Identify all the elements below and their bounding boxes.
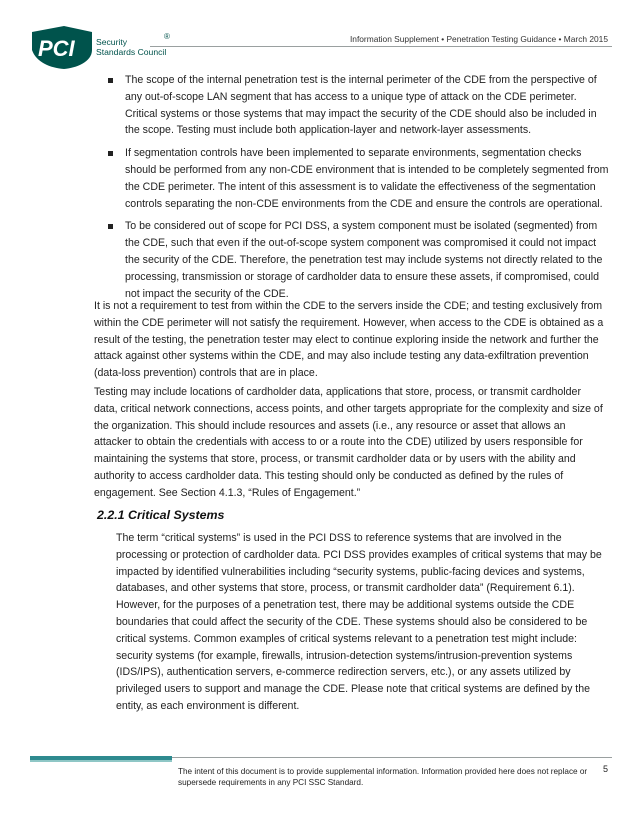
- header-divider: [150, 46, 612, 47]
- square-bullet-icon: [108, 224, 113, 229]
- paragraph-testing-locations: Testing may include locations of cardholder data, applications that store, process, or transmit cardholder data, critical network connections, access points, and other targets appropriate for the complexity and size of the organization. This should include resources and assets (i.e., any resource or asset that allows an attacker to obtain the credentials with access to or a route into the CDE) utilized by users responsible for maintaining the systems that store, process, or transmit cardholder data or by users with the ability and authority to access cardholder data. This testing should only be conducted as defined by the rules of engagement. See Section 4.1.3, “Rules of Engagement.”: [94, 386, 603, 499]
- pci-logo: [30, 24, 180, 70]
- section-heading: 2.2.1 Critical Systems: [97, 508, 225, 522]
- footer-accent-bar-light: [30, 760, 172, 762]
- paragraph-cde-testing: It is not a requirement to test from within the CDE to the servers inside the CDE; and testing exclusively from within the CDE perimeter will not satisfy the requirement. However, when access to the CDE is obtained as a result of the testing, the penetration tester may elect to continue exploring inside the network and further the attack against other systems within the CDE, and may also include testing any data-exfiltration prevention (data-loss prevention) controls that are in place.: [94, 300, 604, 380]
- pci-shield-icon: [30, 24, 96, 70]
- bullet-item: [100, 218, 610, 302]
- bullet-item: [100, 72, 610, 139]
- bullet-text: The scope of the internal penetration test is the internal perimeter of the CDE from the perspective of any out-of-scope LAN segment that has access to a unique type of attack on the CDE perimeter. Critical systems or those systems that may impact the security of the CDE should also be included in the scope. Testing must include both application-layer and network-layer assessments.: [125, 74, 597, 137]
- registered-mark: ®: [164, 32, 170, 41]
- bullet-text: To be considered out of scope for PCI DSS, a system component must be isolated (segmented) from the CDE, such that even if the out-of-scope system component was compromised it could not impact the security of the CDE. Therefore, the penetration test may include systems not directly related to the processing, transmission or storage of cardholder data to ensure these assets, if compromised, could not impact the security of the CDE.: [125, 220, 603, 300]
- scope-bullets: [100, 72, 610, 308]
- logo-wordmark: [96, 37, 166, 57]
- logo-mark-text: PCI: [38, 36, 75, 61]
- logo-line-security: Security: [96, 37, 128, 47]
- square-bullet-icon: [108, 151, 113, 156]
- logo-line-council: Standards Council: [96, 47, 167, 57]
- footer-disclaimer: The intent of this document is to provide supplemental information. Information provided here does not replace or supersede requirements in any PCI SSC Standard.: [178, 767, 588, 788]
- section-body: The term “critical systems” is used in the PCI DSS to reference systems that are involved in the processing or protection of cardholder data. PCI DSS provides examples of critical systems that may be impacted by identified vulnerabilities including “security systems, public-facing devices and systems, databases, and other systems that store, process, or transmit cardholder data” (Requirement 6.1). However, for the purposes of a penetration test, there may be additional systems outside the CDE boundaries that could affect the security of the CDE. These systems should also be considered to be critical systems. Common examples of critical systems relevant to a penetration test might include: security systems (for example, firewalls, intrusion-detection systems/intrusion-prevention systems (IDS/IPS), authentication servers, e-commerce redirection servers, etc.), or any assets utilized by privileged users to support and manage the CDE. Please note that critical systems are defined by the entity, as each environment is different.: [116, 532, 602, 712]
- document-header: Information Supplement • Penetration Testing Guidance • March 2015: [349, 34, 608, 44]
- footer-divider: [172, 757, 612, 758]
- bullet-text: If segmentation controls have been implemented to separate environments, segmentation checks should be performed from any non-CDE environment that is intended to be completely segmented from the CDE perimeter. The intent of this assessment is to validate the effectiveness of the segmentation controls separating the non-CDE environments from the CDE and ensure the controls are operational.: [125, 147, 609, 210]
- bullet-item: [100, 145, 610, 212]
- square-bullet-icon: [108, 78, 113, 83]
- page-number: 5: [602, 764, 608, 774]
